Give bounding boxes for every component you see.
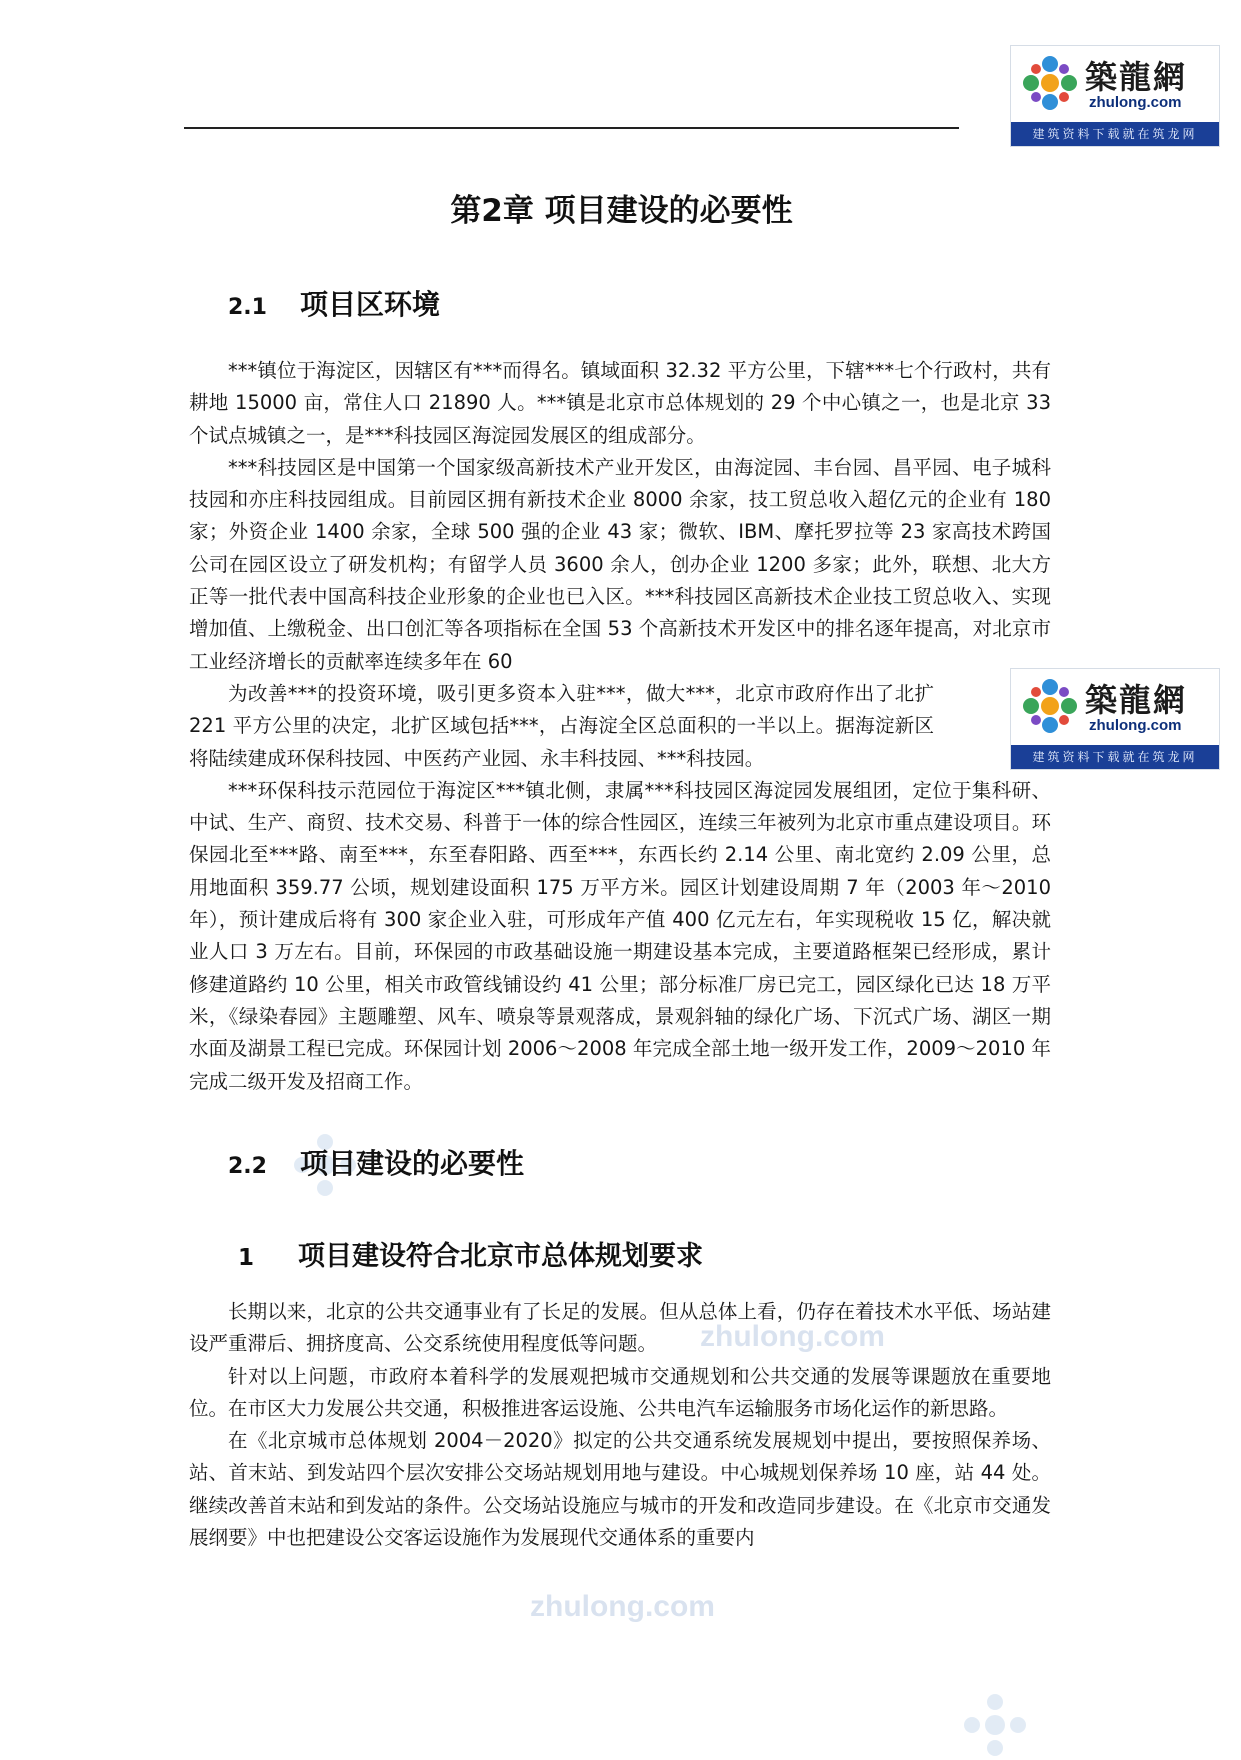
section-number: 2.1 [228,295,267,320]
logo-url: zhulong.com [1089,717,1182,734]
faint-snowflake-icon [960,1690,1030,1760]
section-title: 项目建设的必要性 [300,1147,525,1180]
paragraph: 为改善***的投资环境，吸引更多资本入驻***，做大***，北京市政府作出了北扩 221 平方公里的决定，北扩区域包括***，占海淀全区总面积的一半以上。据海淀新区将陆续建成环保科技园、中医药产业园、永丰科技园、***科技园。 [189,681,934,770]
subsection-1-body [189,1296,1051,1554]
paragraph: 长期以来，北京的公共交通事业有了长足的发展。但从总体上看，仍存在着技术水平低、场站建设严重滞后、拥挤度高、公交系统使用程度低等问题。 [189,1300,1051,1356]
logo-tagline: 建筑资料下载就在筑龙网 [1011,122,1219,146]
paragraph: 在《北京城市总体规划 2004－2020》拟定的公共交通系统发展规划中提出，要按照保养场、站、首末站、到发站四个层次安排公交场站规划用地与建设。中心城规划保养场 10 座，站 44 处。继续改善首末站和到发站的条件。公交场站设施应与城市的开发和改造同步建设。在《北京市交通发展纲要》中也把建设公交客运设施作为发展现代交通体系的重要内 [189,1429,1051,1550]
paragraph: 针对以上问题，市政府本着科学的发展观把城市交通规划和公共交通的发展等课题放在重要地位。在市区大力发展公共交通，积极推进客运设施、公共电汽车运输服务市场化运作的新思路。 [189,1364,1051,1420]
chapter-title: 第2章 项目建设的必要性 [450,193,793,229]
paragraph: ***科技园区是中国第一个国家级高新技术产业开发区，由海淀园、丰台园、昌平园、电子城科技园和亦庄科技园组成。目前园区拥有新技术企业 8000 余家，技工贸总收入超亿元的企业有 180 家；外资企业 1400 余家，全球 500 强的企业 43 家；微软、IBM、摩托罗拉等 23 家高技术跨国公司在园区设立了研发机构；有留学人员 3600 余人，创办企业 1200 多家；此外，联想、北大方正等一批代表中国高科技企业形象的企业也已入区。***科技园区高新技术企业技工贸总收入、实现增加值、上缴税金、出口创汇等各项指标在全国 53 个高新技术开发区中的排名逐年提高，对北京市工业经济增长的贡献率连续多年在 60 [189,455,1051,673]
zhulong-logo [1010,45,1220,147]
subsection-heading-1 [238,1234,703,1273]
section-title: 项目区环境 [300,288,441,321]
logo-chinese-text: 築龍網 [1085,58,1188,96]
faint-watermark-text: zhulong.com [700,1320,885,1353]
logo-url: zhulong.com [1089,94,1182,111]
section-number: 2.2 [228,1154,267,1179]
header-rule [184,127,959,129]
zhulong-emblem-icon [1021,54,1079,112]
section-heading-2-2 [228,1142,524,1182]
paragraph: ***镇位于海淀区，因辖区有***而得名。镇域面积 32.32 平方公里，下辖***七个行政村，共有耕地 15000 亩，常住人口 21890 人。***镇是北京市总体规划的 29 个中心镇之一，也是北京 33 个试点城镇之一，是***科技园区海淀园发展区的组成部分。 [189,359,1051,447]
section-heading-2-1 [228,283,440,323]
subsection-title: 项目建设符合北京市总体规划要求 [298,1241,703,1272]
paragraph: ***环保科技示范园位于海淀区***镇北侧，隶属***科技园区海淀园发展组团，定位于集科研、中试、生产、商贸、技术交易、科普于一体的综合性园区，连续三年被列为北京市重点建设项目。环保园北至***路、南至***，东至春阳路、西至***，东西长约 2.14 公里、南北宽约 2.09 公里，总用地面积 359.77 公顷，规划建设面积 175 万平方米。园区计划建设周期 7 年（2003 年～2010 年），预计建成后将有 300 家企业入驻，可形成年产值 400 亿元左右，年实现税收 15 亿，解决就业人口 3 万左右。目前，环保园的市政基础设施一期建设基本完成，主要道路框架已经形成，累计修建道路约 10 公里，相关市政管线铺设约 41 公里；部分标准厂房已完工，园区绿化已达 18 万平米，《绿染春园》主题雕塑、风车、喷泉等景观落成，景观斜轴的绿化广场、下沉式广场、湖区一期水面及湖景工程已完成。环保园计划 2006～2008 年完成全部土地一级开发工作，2009～2010 年完成二级开发及招商工作。 [189,778,1051,1093]
section-2-1-body [189,355,1051,1098]
subsection-number: 1 [238,1245,255,1271]
faint-watermark-text: zhulong.com [530,1590,715,1623]
logo-chinese-text: 築龍網 [1085,681,1188,719]
logo-tagline: 建筑资料下载就在筑龙网 [1011,745,1219,769]
